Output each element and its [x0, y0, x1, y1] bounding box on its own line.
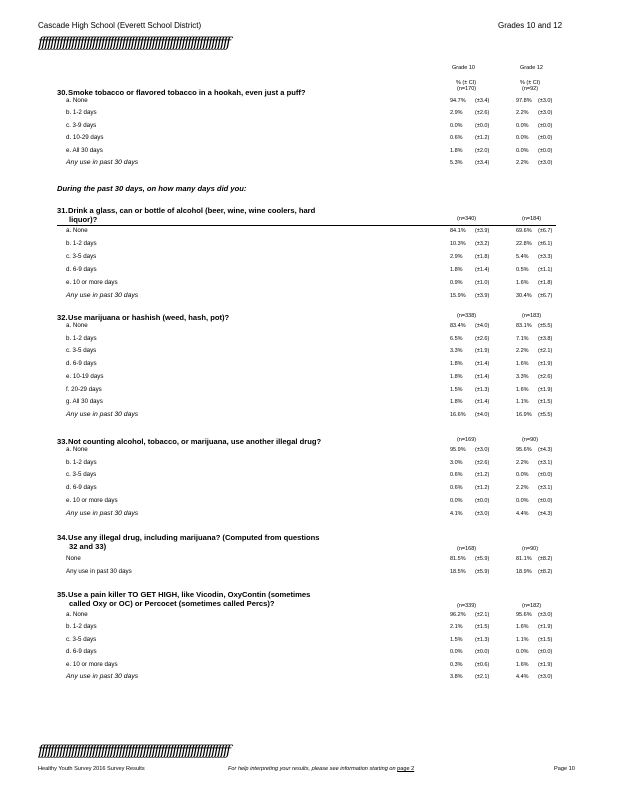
question-divider — [57, 225, 556, 226]
grade-10-percent: 0.0% — [450, 122, 463, 129]
grade-12-ci: (±0.0) — [538, 497, 553, 504]
grade-10-ci: (±3.4) — [475, 98, 490, 104]
footer-help — [228, 766, 414, 772]
table-row — [0, 471, 618, 483]
grade-10-ci: (±0.6) — [475, 661, 490, 668]
grade-10-ci: (±3.2) — [475, 241, 490, 247]
grade-10-percent: 4.1% — [450, 510, 463, 517]
grade-12-n: (n=90) — [522, 546, 539, 552]
table-row — [0, 398, 618, 410]
question-number: 31. — [57, 206, 68, 215]
response-label: Any use in past 30 days — [66, 292, 139, 299]
grade-10-ci: (±1.0) — [475, 280, 490, 286]
grade-12-n: (n=184) — [522, 216, 542, 222]
table-row — [0, 623, 618, 635]
grade-10-percent: 1.8% — [450, 267, 463, 273]
question-number: 33. — [57, 437, 68, 446]
table-row — [0, 253, 618, 265]
grade-12-percent: 1.1% — [516, 636, 529, 643]
response-label: e. 10-19 days — [66, 372, 104, 380]
grade-12-ci: (±5.5) — [538, 323, 553, 329]
response-label: b. 1-2 days — [66, 109, 97, 117]
response-label: Any use in past 30 days — [66, 509, 139, 517]
grade-12-ci: (±3.8) — [538, 335, 553, 342]
question-text-continued: 32 and 33) — [69, 542, 107, 551]
grade-10-ci: (±3.0) — [475, 510, 490, 517]
grade-10-percent: 94.7% — [450, 98, 466, 104]
table-row — [0, 611, 618, 623]
grade-12-ci: (±1.9) — [538, 661, 553, 668]
grade-12-percent: 16.9% — [516, 411, 532, 418]
grade-10-percent: 1.8% — [450, 147, 463, 154]
grade-10-percent: 0.9% — [450, 280, 463, 286]
question-text: Use marijuana or hashish (weed, hash, pot)? — [68, 313, 230, 322]
table-row — [0, 240, 618, 252]
grade-10-ci: (±1.8) — [475, 254, 490, 260]
grade-12-percent: 1.6% — [516, 624, 529, 631]
grade-10-percent: 0.0% — [450, 497, 463, 504]
response-label: d. 10-29 days — [66, 134, 104, 142]
question-33 — [57, 437, 357, 446]
grade-12-percent: 30.4% — [516, 293, 532, 299]
grade-12-ci: (±1.5) — [538, 636, 553, 643]
grade-10-ci: (±5.9) — [475, 568, 490, 575]
response-label: c. 3-5 days — [66, 635, 97, 643]
table-row — [0, 661, 618, 673]
grade-10-ci: (±4.0) — [475, 411, 490, 418]
school-header: Cascade High School (Everett School District) — [38, 21, 202, 30]
grades-header: Grades 10 and 12 — [498, 21, 563, 30]
grade-12-percent: 1.6% — [516, 280, 529, 286]
grade-10-percent: 83.4% — [450, 323, 466, 329]
grade-12-percent: 0.0% — [516, 497, 529, 504]
question-text: Drink a glass, can or bottle of alcohol (beer, wine, wine coolers, hard — [68, 206, 316, 215]
grade-10-ci: (±1.9) — [475, 348, 490, 355]
grade-12-percent: 0.5% — [516, 267, 529, 273]
grade-10-percent: 10.3% — [450, 241, 466, 247]
grade-12-n: (n=182) — [522, 603, 542, 609]
grade-10-ci: (±1.4) — [475, 399, 490, 406]
grade-12-percent: 1.1% — [516, 399, 529, 406]
response-label: Any use in past 30 days — [66, 159, 139, 166]
grade-10-ci: (±0.0) — [475, 122, 490, 129]
question-line — [57, 88, 357, 97]
grade-12-percent: 4.4% — [516, 510, 529, 517]
question-line — [57, 206, 357, 215]
grade-10-ci: (±1.2) — [475, 472, 490, 479]
grade-12-ci: (±2.1) — [538, 348, 553, 355]
grade-10-ci: (±4.0) — [475, 323, 490, 329]
table-row — [0, 648, 618, 660]
grade-12-ci: (±6.1) — [538, 241, 553, 247]
grade-12-ci: (±1.9) — [538, 386, 553, 393]
grade-12-ci: (±4.3) — [538, 510, 553, 517]
grade-10-percent: 84.1% — [450, 228, 466, 234]
grade-10-percent: 18.5% — [450, 568, 466, 575]
question-line — [57, 533, 357, 542]
grade-12-n: (n=92) — [522, 86, 539, 92]
table-row — [0, 446, 618, 458]
grade-12-percent: 2.2% — [516, 160, 529, 166]
grade-12-percent: 2.2% — [516, 110, 529, 117]
grade-12-ci: (±2.6) — [538, 373, 553, 380]
grade-10-ci: (±1.4) — [475, 267, 490, 273]
grade-10-ci: (±3.0) — [475, 447, 490, 453]
grade-12-ci: (±1.5) — [538, 399, 553, 406]
table-row — [0, 122, 618, 134]
grade-12-percent: 0.0% — [516, 147, 529, 154]
grade-10-ci: (±2.1) — [475, 612, 490, 618]
response-label: b. 1-2 days — [66, 334, 97, 342]
response-label: c. 3-9 days — [66, 121, 97, 129]
question-text-continued: called Oxy or OC) or Percocet (sometimes called Percs)? — [69, 599, 275, 608]
response-label: a. None — [66, 97, 88, 104]
top-rule: ƒƒƒƒƒƒƒƒƒƒƒƒƒƒƒƒƒƒƒƒƒƒƒƒƒƒƒƒƒƒƒƒƒƒƒƒƒƒƒƒƒƒƒƒƒƒƒƒƒƒƒƒƒƒƒƒƒƒƒƒƒƒƒƒ — [38, 36, 229, 50]
grade-10-pct-header: % (± CI) — [456, 80, 477, 86]
question-text: Use a pain killer TO GET HIGH, like Vicodin, OxyContin (sometimes — [68, 590, 311, 599]
grade-10-percent: 15.9% — [450, 293, 466, 299]
grade-10-n: (n=339) — [457, 603, 477, 609]
table-row — [0, 373, 618, 385]
grade-10-n: (n=169) — [457, 437, 477, 443]
question-32 — [57, 313, 357, 322]
grade-10-percent: 1.5% — [450, 386, 463, 393]
table-row — [0, 147, 618, 159]
grade-12-percent: 0.0% — [516, 135, 529, 142]
table-row — [0, 386, 618, 398]
response-label: c. 3-5 days — [66, 253, 97, 260]
grade-10-percent: 3.3% — [450, 348, 463, 355]
table-row — [0, 292, 618, 304]
grade-12-ci: (±5.5) — [538, 411, 553, 418]
grade-10-percent: 2.1% — [450, 624, 463, 631]
grade-10-n: (n=168) — [457, 546, 477, 552]
grade-12-ci: (±1.9) — [538, 361, 553, 368]
grade-12-percent: 95.6% — [516, 447, 532, 453]
grade-12-percent: 0.0% — [516, 472, 529, 479]
table-row — [0, 347, 618, 359]
question-line — [57, 437, 357, 446]
during-intro: During the past 30 days, on how many days did you: — [57, 184, 247, 193]
grade-10-ci: (±0.0) — [475, 497, 490, 504]
grade-12-percent: 81.1% — [516, 556, 532, 562]
grade-12-percent: 4.4% — [516, 674, 529, 680]
table-row — [0, 555, 618, 567]
response-label: Any use in past 30 days — [66, 673, 139, 680]
grade-12-ci: (±6.7) — [538, 293, 553, 299]
question-text-continued: liquor)? — [69, 215, 98, 224]
grade-10-percent: 95.9% — [450, 447, 466, 453]
question-35 — [57, 590, 357, 608]
grade-10-percent: 3.0% — [450, 459, 463, 466]
table-row — [0, 360, 618, 372]
grade-12-n: (n=90) — [522, 437, 539, 443]
grade-12-ci: (±0.0) — [538, 122, 553, 129]
question-line — [57, 313, 357, 322]
grade-12-percent: 1.6% — [516, 361, 529, 368]
grade-10-ci: (±1.2) — [475, 485, 490, 492]
grade-12-ci: (±3.0) — [538, 110, 553, 117]
response-label: Any use in past 30 days — [66, 410, 139, 418]
footer-page-number: Page 10 — [554, 766, 575, 772]
question-number: 30. — [57, 88, 68, 97]
grade-10-ci: (±1.4) — [475, 361, 490, 368]
question-30 — [57, 88, 357, 97]
footer-survey: Healthy Youth Survey 2016 Survey Results — [38, 766, 145, 772]
grade-12-ci: (±0.0) — [538, 649, 553, 656]
grade-12-percent: 2.2% — [516, 459, 529, 466]
grade-12-ci: (±3.0) — [538, 160, 553, 166]
table-row — [0, 335, 618, 347]
grade-12-ci: (±1.8) — [538, 280, 553, 286]
grade-10-percent: 3.8% — [450, 674, 463, 680]
grade-10-ci: (±2.1) — [475, 674, 490, 680]
table-row — [0, 411, 618, 423]
response-label: b. 1-2 days — [66, 458, 97, 466]
question-number: 32. — [57, 313, 68, 322]
grade-12-percent: 5.4% — [516, 254, 529, 260]
response-label: f. 20-29 days — [66, 385, 102, 393]
bottom-rule: ƒƒƒƒƒƒƒƒƒƒƒƒƒƒƒƒƒƒƒƒƒƒƒƒƒƒƒƒƒƒƒƒƒƒƒƒƒƒƒƒƒƒƒƒƒƒƒƒƒƒƒƒƒƒƒƒƒƒƒƒƒƒƒƒ — [38, 744, 229, 758]
response-label: d. 6-9 days — [66, 484, 97, 492]
response-label: a. None — [66, 322, 88, 329]
grade-10-percent: 1.8% — [450, 399, 463, 406]
table-row — [0, 159, 618, 171]
grade-10-n: (n=338) — [457, 313, 477, 319]
grade-10-n: (n=170) — [457, 86, 477, 92]
grade-12-percent: 3.3% — [516, 373, 529, 380]
footer-help-text: For help interpreting your results, please see information starting on — [228, 766, 396, 772]
grade-10-ci: (±2.6) — [475, 459, 490, 466]
question-text: Use any illegal drug, including marijuana? (Computed from questions — [68, 533, 320, 542]
grade-12-ci: (±6.7) — [538, 228, 553, 234]
response-label: b. 1-2 days — [66, 240, 97, 247]
grade-10-ci: (±2.0) — [475, 147, 490, 154]
table-row — [0, 636, 618, 648]
grade-12-ci: (±3.0) — [538, 612, 553, 618]
grade-12-percent: 0.0% — [516, 122, 529, 129]
grade-10-percent: 0.6% — [450, 135, 463, 142]
grade-12-ci: (±0.0) — [538, 147, 553, 154]
grade-12-ci: (±4.3) — [538, 447, 553, 453]
grade-10-ci: (±2.6) — [475, 110, 490, 117]
footer-page-link[interactable]: page 2 — [397, 766, 415, 772]
grade-10-ci: (±1.3) — [475, 636, 490, 643]
response-label: c. 3-5 days — [66, 471, 97, 479]
grade-12-percent: 1.6% — [516, 386, 529, 393]
grade-12-percent: 22.8% — [516, 241, 532, 247]
grade-12-ci: (±1.9) — [538, 624, 553, 631]
grade-10-percent: 6.5% — [450, 335, 463, 342]
grade-12-percent: 1.6% — [516, 661, 529, 668]
grade-10-percent: 1.8% — [450, 361, 463, 368]
response-label: Any use in past 30 days — [66, 567, 132, 575]
grade-10-percent: 0.6% — [450, 472, 463, 479]
table-row — [0, 109, 618, 121]
grade-10-percent: 5.3% — [450, 160, 463, 166]
grade-10-ci: (±2.6) — [475, 335, 490, 342]
grade-12-ci: (±3.0) — [538, 98, 553, 104]
grade-12-percent: 2.2% — [516, 348, 529, 355]
table-row — [0, 279, 618, 291]
grade-10-percent: 96.2% — [450, 612, 466, 618]
grade-10-percent: 0.6% — [450, 485, 463, 492]
grade-12-pct-header: % (± CI) — [520, 80, 541, 86]
grade-10-ci: (±1.3) — [475, 386, 490, 393]
question-number: 35. — [57, 590, 68, 599]
grade-10-percent: 81.5% — [450, 556, 466, 562]
response-label: a. None — [66, 227, 88, 234]
grade-12-percent: 7.1% — [516, 335, 529, 342]
question-text: Not counting alcohol, tobacco, or marijuana, use another illegal drug? — [68, 437, 322, 446]
grade-10-ci: (±1.5) — [475, 624, 490, 631]
grade-12-ci: (±3.1) — [538, 485, 553, 492]
response-label: None — [66, 555, 81, 562]
grade-10-n: (n=340) — [457, 216, 477, 222]
grade-10-ci: (±0.0) — [475, 649, 490, 656]
response-label: a. None — [66, 446, 88, 453]
grade-10-percent: 0.3% — [450, 661, 463, 668]
grade-10-percent: 2.9% — [450, 254, 463, 260]
grade-10-percent: 1.8% — [450, 373, 463, 380]
grade-12-ci: (±8.2) — [538, 568, 553, 575]
table-row — [0, 673, 618, 685]
grade-10-percent: 16.6% — [450, 411, 466, 418]
table-row — [0, 97, 618, 109]
grade-12-ci: (±3.0) — [538, 674, 553, 680]
table-row — [0, 568, 618, 580]
table-row — [0, 134, 618, 146]
grade-12-header: Grade 12 — [520, 65, 543, 71]
table-row — [0, 484, 618, 496]
response-label: e. All 30 days — [66, 146, 103, 154]
grade-12-n: (n=183) — [522, 313, 542, 319]
grade-10-ci: (±3.4) — [475, 160, 490, 166]
response-label: e. 10 or more days — [66, 279, 118, 286]
grade-10-header: Grade 10 — [452, 65, 475, 71]
response-label: e. 10 or more days — [66, 496, 118, 504]
grade-12-ci: (±0.0) — [538, 135, 553, 142]
question-34 — [57, 533, 357, 551]
grade-12-percent: 18.9% — [516, 568, 532, 575]
grade-12-percent: 97.8% — [516, 98, 532, 104]
grade-12-percent: 83.1% — [516, 323, 532, 329]
grade-10-percent: 0.0% — [450, 649, 463, 656]
table-row — [0, 510, 618, 522]
response-label: c. 3-5 days — [66, 347, 97, 355]
response-label: a. None — [66, 611, 88, 618]
grade-10-ci: (±5.9) — [475, 556, 490, 562]
grade-10-ci: (±1.4) — [475, 373, 490, 380]
grade-12-ci: (±3.1) — [538, 459, 553, 466]
grade-10-ci: (±3.9) — [475, 228, 490, 234]
question-number: 34. — [57, 533, 68, 542]
table-row — [0, 227, 618, 239]
response-label: e. 10 or more days — [66, 660, 118, 668]
response-label: g. All 30 days — [66, 398, 103, 406]
table-row — [0, 459, 618, 471]
grade-10-ci: (±1.2) — [475, 135, 490, 142]
grade-12-ci: (±0.0) — [538, 472, 553, 479]
question-31 — [57, 206, 357, 224]
response-label: d. 6-9 days — [66, 648, 97, 656]
question-line — [57, 590, 357, 599]
grade-12-percent: 69.6% — [516, 228, 532, 234]
question-text: Smoke tobacco or flavored tobacco in a hookah, even just a puff? — [68, 88, 306, 97]
table-row — [0, 266, 618, 278]
grade-10-ci: (±3.9) — [475, 293, 490, 299]
grade-12-ci: (±3.3) — [538, 254, 553, 260]
grade-10-percent: 1.5% — [450, 636, 463, 643]
grade-12-percent: 2.2% — [516, 485, 529, 492]
response-label: b. 1-2 days — [66, 623, 97, 631]
grade-12-ci: (±8.2) — [538, 556, 553, 562]
response-label: d. 6-9 days — [66, 266, 97, 273]
grade-12-percent: 0.0% — [516, 649, 529, 656]
grade-12-percent: 95.6% — [516, 612, 532, 618]
table-row — [0, 322, 618, 334]
grade-10-percent: 2.9% — [450, 110, 463, 117]
response-label: d. 6-9 days — [66, 360, 97, 368]
grade-12-ci: (±1.1) — [538, 267, 553, 273]
table-row — [0, 497, 618, 509]
